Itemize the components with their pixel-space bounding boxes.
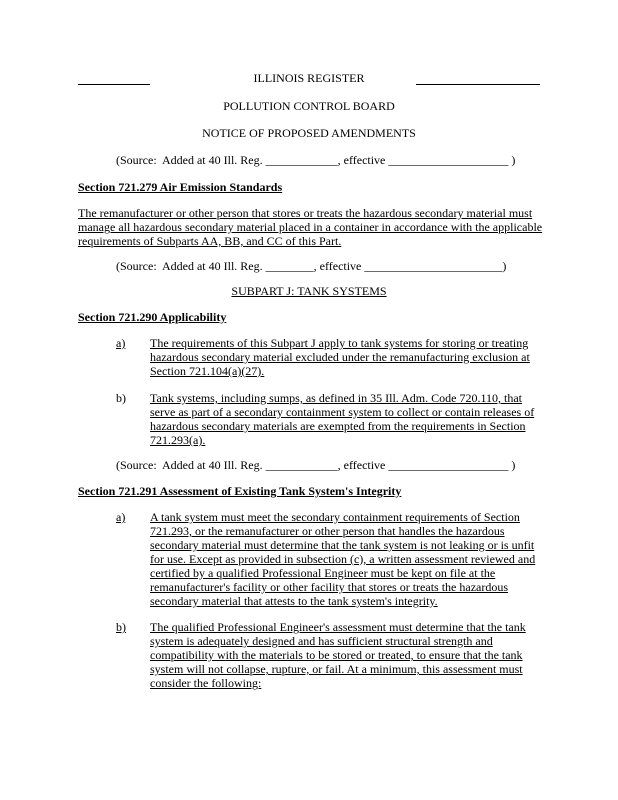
section-279-line-3: requirements of Subparts AA, BB, and CC of this Part. [78,234,342,248]
section-290-a-line-1: The requirements of this Subpart J apply to tank systems for storing or treating [150,336,529,350]
section-291-b-line-5: consider the following: [150,676,262,690]
section-291-a-line-7: secondary material that attests to the tank system's integrity. [150,594,438,608]
board-title: POLLUTION CONTROL BOARD [223,99,395,113]
section-291-b-marker: b) [116,620,126,634]
section-291-b-line-3: compatibility with the materials to be stored or treated, to ensure that the tank [150,648,523,662]
section-290-b-line-2: serve as part of a secondary containment system to collect or contain releases of [150,405,535,419]
section-290-heading: Section 721.290 Applicability [78,310,227,324]
section-290-a-marker: a) [116,336,126,350]
section-279-heading: Section 721.279 Air Emission Standards [78,180,283,194]
section-279-line-2: manage all hazardous secondary material placed in a container in accordance with the applicable [78,220,543,234]
section-291-a-line-2: 721.293, or the remanufacturer or other person that handles the hazardous [150,524,505,538]
section-291-a-line-6: remanufacturer's facility or other facility that stores or treats the hazardous [150,580,509,594]
section-291-heading: Section 721.291 Assessment of Existing Tank System's Integrity [78,484,402,498]
section-290-a-line-2: hazardous secondary material excluded under the remanufacturing exclusion at [150,350,530,364]
section-291-b-line-1: The qualified Professional Engineer's assessment must determine that the tank [150,620,526,634]
notice-title: NOTICE OF PROPOSED AMENDMENTS [202,126,416,140]
subpart-title: SUBPART J: TANK SYSTEMS [231,284,387,298]
section-291-a-line-1: A tank system must meet the secondary containment requirements of Section [150,510,520,524]
section-290-b-line-4: 721.293(a). [150,433,206,447]
section-290-a-line-3: Section 721.104(a)(27). [150,364,265,378]
section-291-a-line-4: for use. Except as provided in subsection (c), a written assessment reviewed and [150,552,536,566]
source-line-2: (Source: Added at 40 Ill. Reg. ________, effective _______________________) [116,259,507,273]
section-290-b-marker: b) [116,391,126,405]
section-291-b-line-4: system will not collapse, rupture, or fail. At a minimum, this assessment must [150,662,523,676]
source-line-1: (Source: Added at 40 Ill. Reg. ____________, effective ____________________ ) [116,153,516,167]
section-291-a-line-5: certified by a qualified Professional Engineer must be kept on file at the [150,566,496,580]
section-291-a-line-3: secondary material must determine that the tank system is not leaking or is unfit [150,538,535,552]
source-line-3: (Source: Added at 40 Ill. Reg. ____________, effective ____________________ ) [116,458,516,472]
section-291-a-marker: a) [116,510,126,524]
register-title: ILLINOIS REGISTER [253,71,365,85]
section-279-line-1: The remanufacturer or other person that stores or treats the hazardous secondary material must [78,206,533,220]
section-290-b-line-3: hazardous secondary materials are exempted from the requirements in Section [150,419,526,433]
section-291-b-line-2: system is adequately designed and has sufficient structural strength and [150,634,493,648]
section-290-b-line-1: Tank systems, including sumps, as defined in 35 Ill. Adm. Code 720.110, that [150,391,523,405]
